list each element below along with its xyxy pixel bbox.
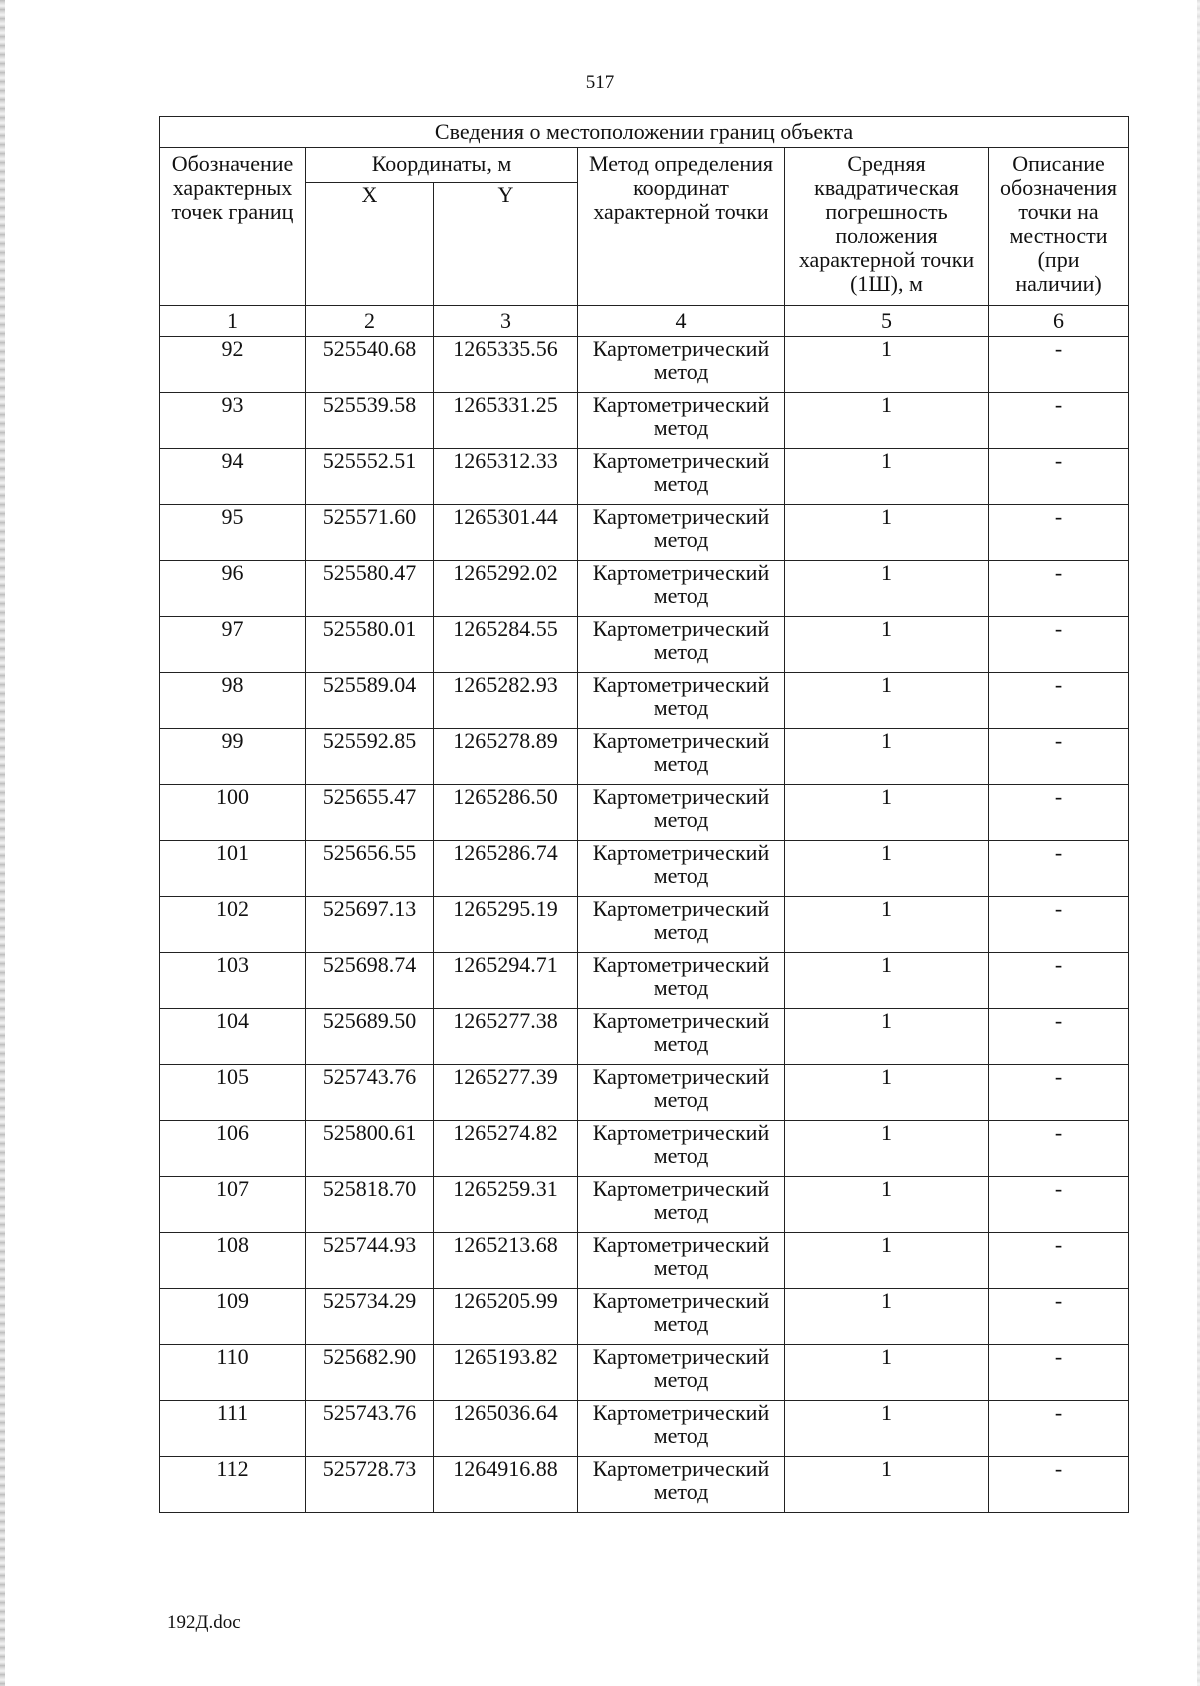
cell-point: 107 xyxy=(160,1177,306,1233)
column-number: 5 xyxy=(785,306,989,337)
table-body xyxy=(160,337,1129,1513)
cell-description: - xyxy=(989,505,1129,561)
cell-method: Картометрический метод xyxy=(578,617,785,673)
cell-point: 93 xyxy=(160,393,306,449)
cell-description: - xyxy=(989,393,1129,449)
table-row xyxy=(160,729,1129,785)
cell-error: 1 xyxy=(785,1009,989,1065)
header-x: X xyxy=(306,183,434,306)
cell-method: Картометрический метод xyxy=(578,1177,785,1233)
cell-y: 1265331.25 xyxy=(434,393,578,449)
cell-description: - xyxy=(989,1289,1129,1345)
table-row xyxy=(160,1401,1129,1457)
cell-description: - xyxy=(989,897,1129,953)
cell-y: 1265282.93 xyxy=(434,673,578,729)
cell-point: 108 xyxy=(160,1233,306,1289)
cell-x: 525743.76 xyxy=(306,1065,434,1121)
cell-x: 525580.47 xyxy=(306,561,434,617)
cell-description: - xyxy=(989,785,1129,841)
cell-description: - xyxy=(989,1401,1129,1457)
cell-x: 525552.51 xyxy=(306,449,434,505)
cell-point: 103 xyxy=(160,953,306,1009)
cell-x: 525540.68 xyxy=(306,337,434,393)
table-row xyxy=(160,393,1129,449)
cell-y: 1265295.19 xyxy=(434,897,578,953)
cell-method: Картометрический метод xyxy=(578,1401,785,1457)
cell-x: 525682.90 xyxy=(306,1345,434,1401)
page-number: 517 xyxy=(585,72,615,93)
table-row xyxy=(160,1121,1129,1177)
cell-error: 1 xyxy=(785,785,989,841)
header-description: Описание обозначения точки на местности (при наличии) xyxy=(989,148,1129,306)
cell-description: - xyxy=(989,673,1129,729)
cell-error: 1 xyxy=(785,673,989,729)
cell-x: 525697.13 xyxy=(306,897,434,953)
cell-error: 1 xyxy=(785,1289,989,1345)
cell-method: Картометрический метод xyxy=(578,1233,785,1289)
column-number: 4 xyxy=(578,306,785,337)
scan-edge-left xyxy=(0,0,5,1686)
cell-point: 106 xyxy=(160,1121,306,1177)
table-row xyxy=(160,841,1129,897)
cell-error: 1 xyxy=(785,841,989,897)
column-number: 2 xyxy=(306,306,434,337)
cell-y: 1265286.50 xyxy=(434,785,578,841)
cell-point: 95 xyxy=(160,505,306,561)
cell-x: 525655.47 xyxy=(306,785,434,841)
cell-description: - xyxy=(989,1121,1129,1177)
cell-description: - xyxy=(989,729,1129,785)
table-row xyxy=(160,785,1129,841)
cell-error: 1 xyxy=(785,1345,989,1401)
column-number: 6 xyxy=(989,306,1129,337)
header-method: Метод определения координат характерной точки xyxy=(578,148,785,306)
cell-description: - xyxy=(989,1009,1129,1065)
cell-error: 1 xyxy=(785,1121,989,1177)
cell-method: Картометрический метод xyxy=(578,953,785,1009)
cell-method: Картометрический метод xyxy=(578,1121,785,1177)
cell-y: 1265278.89 xyxy=(434,729,578,785)
cell-y: 1264916.88 xyxy=(434,1457,578,1513)
cell-x: 525571.60 xyxy=(306,505,434,561)
cell-error: 1 xyxy=(785,897,989,953)
cell-description: - xyxy=(989,561,1129,617)
cell-method: Картометрический метод xyxy=(578,1289,785,1345)
cell-y: 1265277.39 xyxy=(434,1065,578,1121)
header-coordinates: Координаты, м xyxy=(306,148,578,183)
cell-error: 1 xyxy=(785,1457,989,1513)
cell-y: 1265213.68 xyxy=(434,1233,578,1289)
cell-method: Картометрический метод xyxy=(578,449,785,505)
cell-method: Картометрический метод xyxy=(578,561,785,617)
cell-description: - xyxy=(989,841,1129,897)
cell-y: 1265205.99 xyxy=(434,1289,578,1345)
cell-description: - xyxy=(989,1233,1129,1289)
table-row xyxy=(160,337,1129,393)
cell-point: 96 xyxy=(160,561,306,617)
table-row xyxy=(160,1177,1129,1233)
table-title: Сведения о местоположении границ объекта xyxy=(160,117,1129,148)
cell-point: 99 xyxy=(160,729,306,785)
cell-y: 1265335.56 xyxy=(434,337,578,393)
cell-error: 1 xyxy=(785,1401,989,1457)
cell-y: 1265193.82 xyxy=(434,1345,578,1401)
cell-x: 525743.76 xyxy=(306,1401,434,1457)
column-number: 3 xyxy=(434,306,578,337)
cell-description: - xyxy=(989,337,1129,393)
cell-method: Картометрический метод xyxy=(578,729,785,785)
cell-method: Картометрический метод xyxy=(578,505,785,561)
cell-x: 525580.01 xyxy=(306,617,434,673)
cell-x: 525698.74 xyxy=(306,953,434,1009)
cell-description: - xyxy=(989,1065,1129,1121)
cell-x: 525728.73 xyxy=(306,1457,434,1513)
cell-point: 105 xyxy=(160,1065,306,1121)
table-row xyxy=(160,673,1129,729)
cell-method: Картометрический метод xyxy=(578,1345,785,1401)
cell-point: 109 xyxy=(160,1289,306,1345)
table-row xyxy=(160,449,1129,505)
table-row xyxy=(160,897,1129,953)
cell-method: Картометрический метод xyxy=(578,897,785,953)
cell-method: Картометрический метод xyxy=(578,1065,785,1121)
cell-x: 525818.70 xyxy=(306,1177,434,1233)
cell-description: - xyxy=(989,617,1129,673)
header-point-designation: Обозначение характерных точек границ xyxy=(160,148,306,306)
cell-point: 101 xyxy=(160,841,306,897)
cell-x: 525689.50 xyxy=(306,1009,434,1065)
table-row xyxy=(160,1345,1129,1401)
cell-method: Картометрический метод xyxy=(578,393,785,449)
header-error: Средняя квадратическая погрешность положения характерной точки (1Ш), м xyxy=(785,148,989,306)
cell-point: 92 xyxy=(160,337,306,393)
cell-point: 110 xyxy=(160,1345,306,1401)
cell-x: 525589.04 xyxy=(306,673,434,729)
cell-point: 111 xyxy=(160,1401,306,1457)
cell-method: Картометрический метод xyxy=(578,841,785,897)
cell-error: 1 xyxy=(785,1233,989,1289)
boundary-coordinates-table xyxy=(159,116,1129,1513)
cell-y: 1265274.82 xyxy=(434,1121,578,1177)
cell-y: 1265294.71 xyxy=(434,953,578,1009)
cell-y: 1265312.33 xyxy=(434,449,578,505)
table-row xyxy=(160,1457,1129,1513)
cell-x: 525744.93 xyxy=(306,1233,434,1289)
table-row xyxy=(160,1289,1129,1345)
column-number-row xyxy=(160,306,1129,337)
cell-x: 525539.58 xyxy=(306,393,434,449)
cell-point: 97 xyxy=(160,617,306,673)
header-y: Y xyxy=(434,183,578,306)
cell-error: 1 xyxy=(785,337,989,393)
cell-description: - xyxy=(989,449,1129,505)
cell-y: 1265301.44 xyxy=(434,505,578,561)
cell-description: - xyxy=(989,1345,1129,1401)
cell-error: 1 xyxy=(785,1177,989,1233)
cell-point: 112 xyxy=(160,1457,306,1513)
table-row xyxy=(160,1233,1129,1289)
cell-description: - xyxy=(989,1177,1129,1233)
cell-y: 1265286.74 xyxy=(434,841,578,897)
cell-y: 1265292.02 xyxy=(434,561,578,617)
cell-error: 1 xyxy=(785,449,989,505)
cell-y: 1265284.55 xyxy=(434,617,578,673)
cell-point: 104 xyxy=(160,1009,306,1065)
cell-description: - xyxy=(989,953,1129,1009)
cell-method: Картометрический метод xyxy=(578,1457,785,1513)
footer-filename: 192Д.doc xyxy=(167,1612,241,1633)
cell-error: 1 xyxy=(785,617,989,673)
cell-description: - xyxy=(989,1457,1129,1513)
column-number: 1 xyxy=(160,306,306,337)
cell-x: 525592.85 xyxy=(306,729,434,785)
table-row xyxy=(160,617,1129,673)
cell-y: 1265036.64 xyxy=(434,1401,578,1457)
cell-method: Картометрический метод xyxy=(578,785,785,841)
table-row xyxy=(160,953,1129,1009)
table-row xyxy=(160,561,1129,617)
table-row xyxy=(160,1009,1129,1065)
cell-method: Картометрический метод xyxy=(578,673,785,729)
cell-error: 1 xyxy=(785,953,989,1009)
cell-error: 1 xyxy=(785,729,989,785)
cell-error: 1 xyxy=(785,393,989,449)
table-row xyxy=(160,1065,1129,1121)
cell-x: 525656.55 xyxy=(306,841,434,897)
cell-error: 1 xyxy=(785,1065,989,1121)
cell-method: Картометрический метод xyxy=(578,337,785,393)
table-row xyxy=(160,505,1129,561)
cell-x: 525734.29 xyxy=(306,1289,434,1345)
cell-point: 102 xyxy=(160,897,306,953)
cell-point: 98 xyxy=(160,673,306,729)
cell-method: Картометрический метод xyxy=(578,1009,785,1065)
cell-error: 1 xyxy=(785,561,989,617)
cell-x: 525800.61 xyxy=(306,1121,434,1177)
cell-y: 1265259.31 xyxy=(434,1177,578,1233)
cell-error: 1 xyxy=(785,505,989,561)
cell-y: 1265277.38 xyxy=(434,1009,578,1065)
cell-point: 100 xyxy=(160,785,306,841)
cell-point: 94 xyxy=(160,449,306,505)
